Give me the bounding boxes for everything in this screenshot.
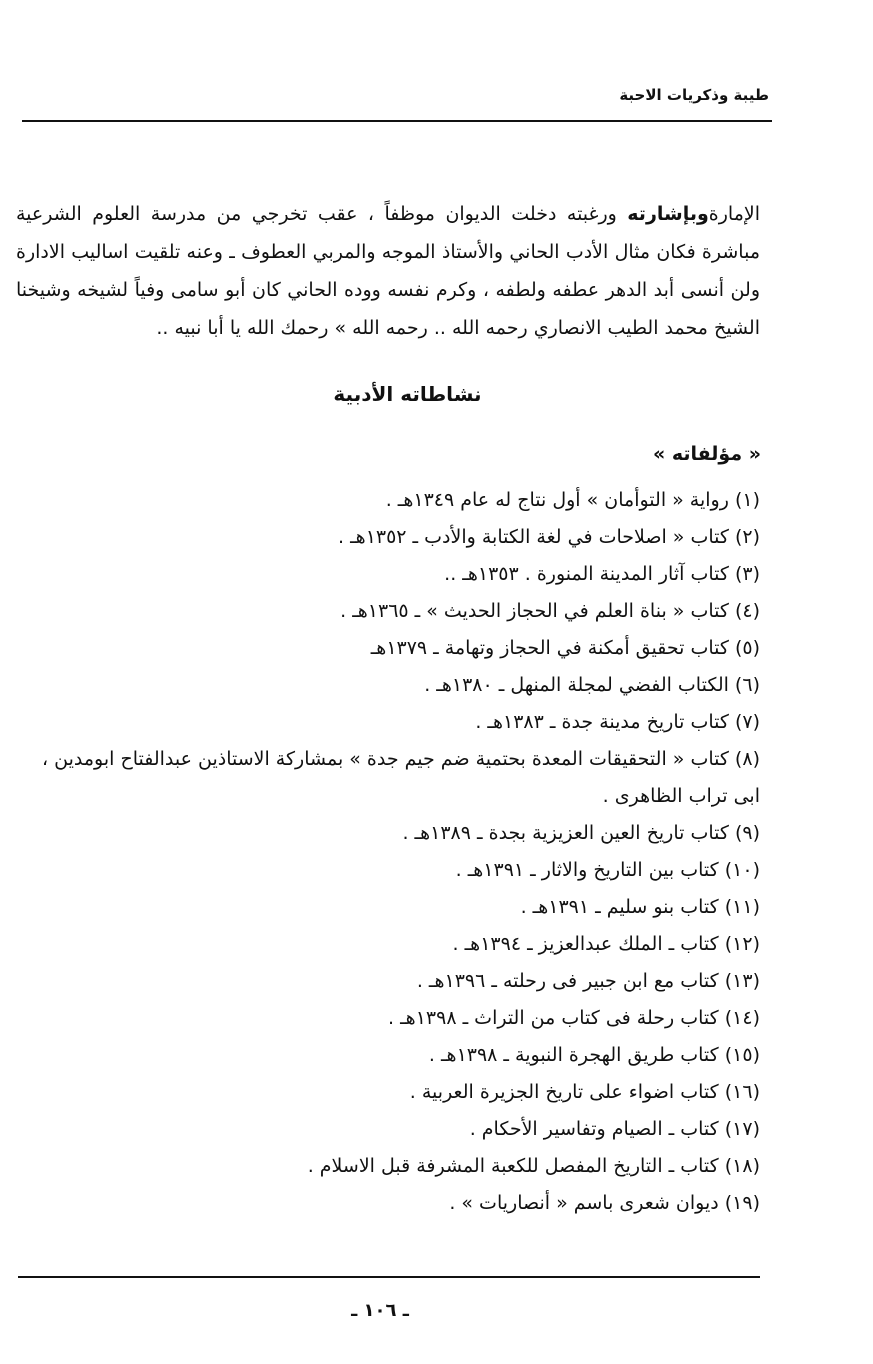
work-item: (١١) كتاب بنو سليم ـ ١٣٩١هـ . [520, 896, 760, 918]
work-item: (٢) كتاب « اصلاحات في لغة الكتابة والأدب ـ ١٣٥٢هـ . [338, 526, 760, 548]
work-item: (١٠) كتاب بين التاريخ والاثار ـ ١٣٩١هـ . [455, 859, 760, 881]
subsection-heading: « مؤلفاته » [652, 443, 761, 465]
work-item: (١٦) كتاب اضواء على تاريخ الجزيرة العربية . [409, 1081, 760, 1103]
work-item: (٧) كتاب تاريخ مدينة جدة ـ ١٣٨٣هـ . [475, 711, 760, 733]
work-item: (١٧) كتاب ـ الصيام وتفاسير الأحكام . [469, 1118, 760, 1140]
section-heading: نشاطاته الأدبية [333, 382, 482, 406]
paragraph-bold-word: وبإشارته [627, 203, 709, 225]
header-divider [22, 120, 772, 122]
page-number: ـ ١٠٦ ـ [351, 1300, 409, 1321]
work-item: (١٤) كتاب رحلة فى كتاب من التراث ـ ١٣٩٨هـ . [388, 1007, 760, 1029]
work-item: (٩) كتاب تاريخ العين العزيزية بجدة ـ ١٣٨٩هـ . [402, 822, 760, 844]
intro-paragraph [16, 195, 760, 347]
work-item: (١٢) كتاب ـ الملك عبدالعزيز ـ ١٣٩٤هـ . [452, 933, 760, 955]
work-item: (١٥) كتاب طريق الهجرة النبوية ـ ١٣٩٨هـ . [428, 1044, 760, 1066]
paragraph-text: ورغبته دخلت الديوان موظفاً ، عقب تخرجي من مدرسة العلوم الشرعية مباشرة فكان مثال الأدب الحاني والأستاذ الموجه والمربي العطوف ـ وعنه تلقيت اساليب الادارة ولن أنسى أبد الدهر عطفه ولطفه ، وكرم نفسه ووده الحاني كان أبو سامى وفياً لشيخه وشيخنا الشيخ محمد الطيب الانصاري رحمه الله .. رحمه الله » رحمك الله يا أبا نبيه .. [16, 203, 760, 339]
work-item: (١٨) كتاب ـ التاريخ المفصل للكعبة المشرفة قبل الاسلام . [307, 1155, 760, 1177]
paragraph-lead: الإمارة [708, 203, 760, 225]
footer-divider [18, 1276, 760, 1278]
work-item: (٦) الكتاب الفضي لمجلة المنهل ـ ١٣٨٠هـ . [424, 674, 760, 696]
running-header-title: طيبة وذكريات الاحبة [619, 86, 769, 104]
work-item: (٤) كتاب « بناة العلم في الحجاز الحديث » ـ ١٣٦٥هـ . [340, 600, 760, 622]
work-item: (٥) كتاب تحقيق أمكنة في الحجاز وتهامة ـ ١٣٧٩هـ [370, 637, 760, 659]
works-list [16, 482, 760, 1222]
work-item: (١) رواية « التوأمان » أول نتاج له عام ١٣٤٩هـ . [385, 489, 760, 511]
work-item: (٨) كتاب « التحقيقات المعدة بحتمية ضم جيم جدة » بمشاركة الاستاذين عبدالفتاح ابومدين ، ابى تراب الظاهرى . [41, 748, 760, 807]
work-item: (١٩) ديوان شعرى باسم « أنصاريات » . [449, 1192, 760, 1214]
work-item: (١٣) كتاب مع ابن جبير فى رحلته ـ ١٣٩٦هـ . [416, 970, 760, 992]
work-item: (٣) كتاب آثار المدينة المنورة . ١٣٥٣هـ .. [444, 563, 760, 585]
